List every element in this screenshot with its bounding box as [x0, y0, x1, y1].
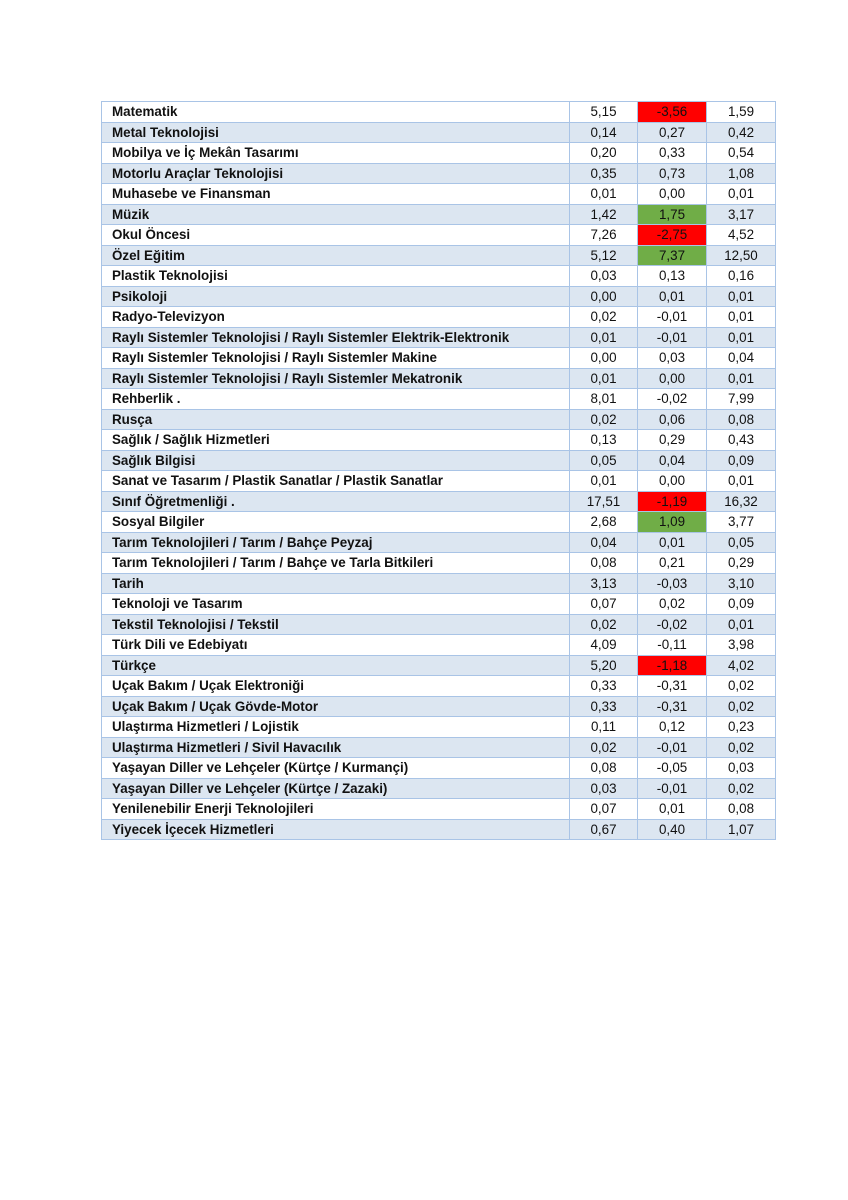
- value-cell-a: 0,01: [570, 368, 638, 389]
- value-cell-a: 0,08: [570, 553, 638, 574]
- value-cell-b: 0,03: [638, 348, 707, 369]
- value-cell-b: 0,01: [638, 532, 707, 553]
- row-label: Müzik: [102, 204, 570, 225]
- data-table: [101, 101, 776, 840]
- table-row: [102, 799, 776, 820]
- row-label: Rehberlik .: [102, 389, 570, 410]
- value-cell-a: 0,07: [570, 594, 638, 615]
- value-cell-b: -0,01: [638, 778, 707, 799]
- value-cell-c: 3,10: [707, 573, 776, 594]
- value-cell-c: 0,29: [707, 553, 776, 574]
- value-cell-b: 0,40: [638, 819, 707, 840]
- row-label: Matematik: [102, 102, 570, 123]
- table-row: [102, 737, 776, 758]
- value-cell-a: 5,20: [570, 655, 638, 676]
- row-label: Türkçe: [102, 655, 570, 676]
- row-label: Tarih: [102, 573, 570, 594]
- row-label: Raylı Sistemler Teknolojisi / Raylı Sistemler Makine: [102, 348, 570, 369]
- value-cell-a: 0,07: [570, 799, 638, 820]
- value-cell-c: 16,32: [707, 491, 776, 512]
- value-cell-c: 0,01: [707, 368, 776, 389]
- value-cell-b: 0,01: [638, 799, 707, 820]
- row-label: Teknoloji ve Tasarım: [102, 594, 570, 615]
- value-cell-b-positive-highlight: 7,37: [638, 245, 707, 266]
- table-row: [102, 204, 776, 225]
- value-cell-c: 0,08: [707, 799, 776, 820]
- value-cell-b: -0,31: [638, 676, 707, 697]
- table-row: [102, 491, 776, 512]
- value-cell-a: 8,01: [570, 389, 638, 410]
- value-cell-a: 5,15: [570, 102, 638, 123]
- row-label: Sağlık Bilgisi: [102, 450, 570, 471]
- value-cell-b: -0,31: [638, 696, 707, 717]
- value-cell-c: 4,52: [707, 225, 776, 246]
- table-row: [102, 635, 776, 656]
- row-label: Ulaştırma Hizmetleri / Sivil Havacılık: [102, 737, 570, 758]
- table-row: [102, 348, 776, 369]
- table-row: [102, 307, 776, 328]
- value-cell-b: -0,01: [638, 307, 707, 328]
- value-cell-a: 4,09: [570, 635, 638, 656]
- value-cell-a: 0,01: [570, 184, 638, 205]
- value-cell-b: 0,06: [638, 409, 707, 430]
- table-row: [102, 532, 776, 553]
- value-cell-b-negative-highlight: -1,18: [638, 655, 707, 676]
- table-row: [102, 409, 776, 430]
- row-label: Raylı Sistemler Teknolojisi / Raylı Sistemler Mekatronik: [102, 368, 570, 389]
- value-cell-c: 0,01: [707, 327, 776, 348]
- table-row: [102, 225, 776, 246]
- row-label: Ulaştırma Hizmetleri / Lojistik: [102, 717, 570, 738]
- value-cell-c: 0,09: [707, 450, 776, 471]
- value-cell-b-negative-highlight: -2,75: [638, 225, 707, 246]
- value-cell-a: 3,13: [570, 573, 638, 594]
- value-cell-b: 0,12: [638, 717, 707, 738]
- row-label: Yenilenebilir Enerji Teknolojileri: [102, 799, 570, 820]
- value-cell-a: 0,67: [570, 819, 638, 840]
- row-label: Uçak Bakım / Uçak Elektroniği: [102, 676, 570, 697]
- value-cell-a: 0,02: [570, 307, 638, 328]
- row-label: Tarım Teknolojileri / Tarım / Bahçe Peyzaj: [102, 532, 570, 553]
- row-label: Yaşayan Diller ve Lehçeler (Kürtçe / Zazaki): [102, 778, 570, 799]
- row-label: Özel Eğitim: [102, 245, 570, 266]
- row-label: Sınıf Öğretmenliği .: [102, 491, 570, 512]
- value-cell-c: 7,99: [707, 389, 776, 410]
- value-cell-c: 0,02: [707, 778, 776, 799]
- value-cell-c: 3,77: [707, 512, 776, 533]
- value-cell-a: 0,33: [570, 676, 638, 697]
- value-cell-a: 0,03: [570, 778, 638, 799]
- value-cell-c: 0,23: [707, 717, 776, 738]
- value-cell-c: 0,02: [707, 737, 776, 758]
- value-cell-c: 0,08: [707, 409, 776, 430]
- value-cell-c: 0,54: [707, 143, 776, 164]
- value-cell-c: 0,01: [707, 614, 776, 635]
- table-row: [102, 184, 776, 205]
- value-cell-b: 0,73: [638, 163, 707, 184]
- value-cell-a: 0,13: [570, 430, 638, 451]
- row-label: Radyo-Televizyon: [102, 307, 570, 328]
- value-cell-b: 0,33: [638, 143, 707, 164]
- table-row: [102, 143, 776, 164]
- table-row: [102, 266, 776, 287]
- value-cell-c: 3,17: [707, 204, 776, 225]
- value-cell-a: 7,26: [570, 225, 638, 246]
- table-row: [102, 389, 776, 410]
- table-row: [102, 778, 776, 799]
- row-label: Psikoloji: [102, 286, 570, 307]
- value-cell-b: 0,29: [638, 430, 707, 451]
- value-cell-a: 5,12: [570, 245, 638, 266]
- value-cell-a: 0,02: [570, 614, 638, 635]
- value-cell-b: 0,02: [638, 594, 707, 615]
- table-row: [102, 512, 776, 533]
- value-cell-b: 0,00: [638, 471, 707, 492]
- value-cell-b-positive-highlight: 1,75: [638, 204, 707, 225]
- row-label: Motorlu Araçlar Teknolojisi: [102, 163, 570, 184]
- value-cell-a: 0,08: [570, 758, 638, 779]
- value-cell-c: 3,98: [707, 635, 776, 656]
- table-row: [102, 286, 776, 307]
- value-cell-c: 1,07: [707, 819, 776, 840]
- table-row: [102, 573, 776, 594]
- row-label: Mobilya ve İç Mekân Tasarımı: [102, 143, 570, 164]
- value-cell-b: -0,01: [638, 737, 707, 758]
- value-cell-b: 0,04: [638, 450, 707, 471]
- value-cell-a: 0,11: [570, 717, 638, 738]
- table-row: [102, 163, 776, 184]
- value-cell-c: 4,02: [707, 655, 776, 676]
- value-cell-a: 0,04: [570, 532, 638, 553]
- value-cell-b: -0,11: [638, 635, 707, 656]
- table-row: [102, 122, 776, 143]
- value-cell-c: 0,02: [707, 676, 776, 697]
- value-cell-b: 0,01: [638, 286, 707, 307]
- row-label: Sosyal Bilgiler: [102, 512, 570, 533]
- row-label: Rusça: [102, 409, 570, 430]
- value-cell-c: 0,09: [707, 594, 776, 615]
- row-label: Türk Dili ve Edebiyatı: [102, 635, 570, 656]
- table-row: [102, 614, 776, 635]
- row-label: Muhasebe ve Finansman: [102, 184, 570, 205]
- value-cell-b-negative-highlight: -3,56: [638, 102, 707, 123]
- value-cell-c: 12,50: [707, 245, 776, 266]
- row-label: Okul Öncesi: [102, 225, 570, 246]
- value-cell-a: 0,00: [570, 348, 638, 369]
- value-cell-a: 0,02: [570, 409, 638, 430]
- value-cell-b: 0,21: [638, 553, 707, 574]
- table-body: [102, 102, 776, 840]
- value-cell-b: -0,05: [638, 758, 707, 779]
- table-row: [102, 368, 776, 389]
- value-cell-a: 0,14: [570, 122, 638, 143]
- row-label: Tekstil Teknolojisi / Tekstil: [102, 614, 570, 635]
- value-cell-b: 0,13: [638, 266, 707, 287]
- value-cell-c: 0,01: [707, 184, 776, 205]
- value-cell-a: 2,68: [570, 512, 638, 533]
- value-cell-c: 0,01: [707, 471, 776, 492]
- row-label: Sağlık / Sağlık Hizmetleri: [102, 430, 570, 451]
- value-cell-a: 1,42: [570, 204, 638, 225]
- value-cell-a: 0,20: [570, 143, 638, 164]
- table-row: [102, 676, 776, 697]
- value-cell-c: 0,43: [707, 430, 776, 451]
- table-row: [102, 717, 776, 738]
- table-row: [102, 819, 776, 840]
- table-row: [102, 102, 776, 123]
- value-cell-a: 0,01: [570, 327, 638, 348]
- table-row: [102, 245, 776, 266]
- value-cell-b: -0,03: [638, 573, 707, 594]
- value-cell-c: 0,05: [707, 532, 776, 553]
- row-label: Tarım Teknolojileri / Tarım / Bahçe ve Tarla Bitkileri: [102, 553, 570, 574]
- table-row: [102, 430, 776, 451]
- table-row: [102, 594, 776, 615]
- table-row: [102, 327, 776, 348]
- value-cell-c: 0,01: [707, 286, 776, 307]
- row-label: Uçak Bakım / Uçak Gövde-Motor: [102, 696, 570, 717]
- value-cell-a: 0,33: [570, 696, 638, 717]
- value-cell-a: 0,03: [570, 266, 638, 287]
- value-cell-a: 0,05: [570, 450, 638, 471]
- value-cell-c: 0,42: [707, 122, 776, 143]
- value-cell-c: 0,03: [707, 758, 776, 779]
- value-cell-a: 17,51: [570, 491, 638, 512]
- value-cell-b: -0,02: [638, 614, 707, 635]
- value-cell-c: 0,04: [707, 348, 776, 369]
- value-cell-c: 0,02: [707, 696, 776, 717]
- value-cell-b-negative-highlight: -1,19: [638, 491, 707, 512]
- table-row: [102, 696, 776, 717]
- value-cell-a: 0,01: [570, 471, 638, 492]
- row-label: Yaşayan Diller ve Lehçeler (Kürtçe / Kurmançi): [102, 758, 570, 779]
- row-label: Plastik Teknolojisi: [102, 266, 570, 287]
- value-cell-c: 0,01: [707, 307, 776, 328]
- value-cell-a: 0,02: [570, 737, 638, 758]
- table-row: [102, 471, 776, 492]
- row-label: Yiyecek İçecek Hizmetleri: [102, 819, 570, 840]
- row-label: Raylı Sistemler Teknolojisi / Raylı Sistemler Elektrik-Elektronik: [102, 327, 570, 348]
- table-row: [102, 450, 776, 471]
- value-cell-b: -0,01: [638, 327, 707, 348]
- value-cell-a: 0,00: [570, 286, 638, 307]
- value-cell-a: 0,35: [570, 163, 638, 184]
- value-cell-c: 1,08: [707, 163, 776, 184]
- value-cell-b: 0,00: [638, 184, 707, 205]
- value-cell-b: 0,00: [638, 368, 707, 389]
- value-cell-c: 0,16: [707, 266, 776, 287]
- table-row: [102, 758, 776, 779]
- table-row: [102, 553, 776, 574]
- value-cell-c: 1,59: [707, 102, 776, 123]
- value-cell-b: -0,02: [638, 389, 707, 410]
- row-label: Metal Teknolojisi: [102, 122, 570, 143]
- value-cell-b-positive-highlight: 1,09: [638, 512, 707, 533]
- value-cell-b: 0,27: [638, 122, 707, 143]
- table-row: [102, 655, 776, 676]
- row-label: Sanat ve Tasarım / Plastik Sanatlar / Plastik Sanatlar: [102, 471, 570, 492]
